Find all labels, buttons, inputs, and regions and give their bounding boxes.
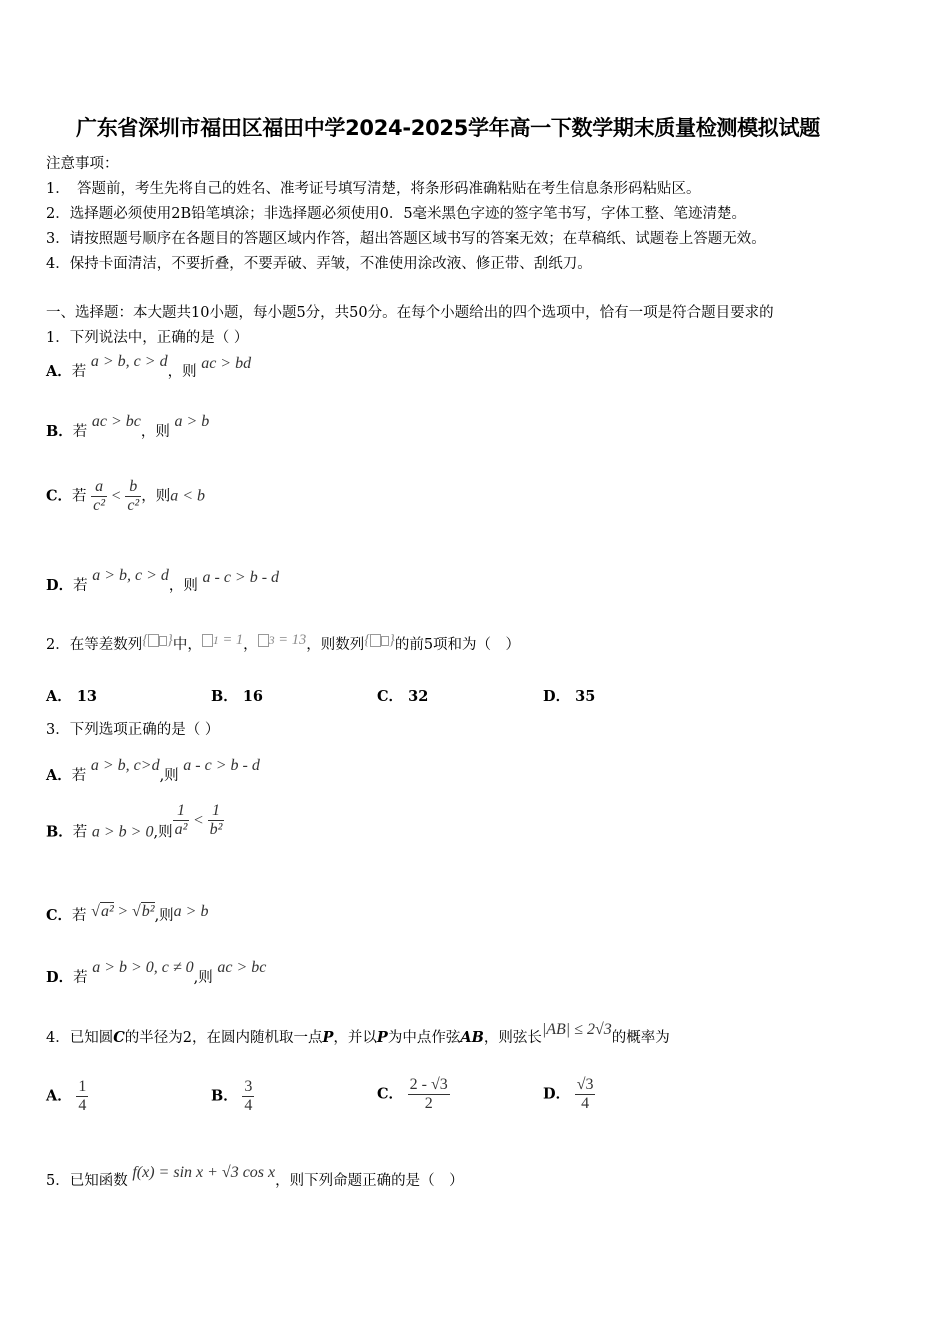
option-text: 若 [72, 424, 88, 440]
option-label: D． [543, 1085, 571, 1103]
q4-option-b [211, 1078, 254, 1115]
question-5-stem [46, 1164, 464, 1190]
question-text: 已知函数 [69, 1173, 128, 1189]
math-condition: a > b > 0 [91, 823, 154, 841]
question-text: 在等差数列 [69, 637, 143, 653]
option-text: 若 [71, 768, 87, 784]
math-sqrt: √a² [91, 903, 114, 920]
question-text: ， [243, 637, 258, 653]
option-label: B． [211, 1087, 238, 1105]
option-label: C． [46, 487, 73, 505]
question-text: ，则数列 [306, 637, 365, 653]
question-text: 中， [172, 637, 202, 653]
option-label: A． [46, 363, 72, 380]
option-label: C． [377, 1085, 404, 1103]
question-2-stem [46, 633, 520, 654]
notice-heading: 注意事项： [46, 156, 119, 172]
math-fraction: $\frac{2 - √3}{2}$ [409, 1076, 448, 1112]
math-fraction: $\frac{b}{\text{c²}}$ [127, 478, 140, 514]
math-symbol: C [113, 1029, 125, 1046]
option-text: 若 [72, 824, 88, 841]
section-heading: 一、选择题：本大题共10小题，每小题5分，共50分。在每个小题给出的四个选项中，恰有一项是符合题目要求的 [46, 305, 774, 321]
math-operator: < [111, 487, 121, 505]
option-text: ,则 [153, 824, 173, 841]
math-operator: < [193, 811, 204, 829]
math-result: a < b [170, 487, 206, 505]
question-text: ，则弦长 [483, 1030, 542, 1046]
math-result: a - c > b - d [183, 757, 260, 774]
question-text: ，则下列命题正确的是（ ） [275, 1173, 464, 1189]
math-fraction: $\frac{1}{\text{a²}}$ [174, 802, 188, 838]
q3-option-b [46, 802, 224, 851]
math-condition: a > b, c>d [90, 757, 160, 774]
option-label: D． [46, 577, 74, 594]
option-text: ，则 [167, 364, 197, 380]
math-result: ac > bd [201, 355, 252, 372]
sequence-placeholder: { } [142, 632, 173, 648]
option-text: ，则 [140, 424, 170, 440]
question-text: 的半径为2，在圆内随机取一点 [124, 1030, 323, 1046]
notice-item-1: 1． 答题前，考生先将自己的姓名、准考证号填写清楚，将条形码准确粘贴在考生信息条形码粘贴区。 [46, 181, 701, 197]
math-result: a > b [173, 903, 209, 920]
math-fraction: $\frac{√3}{4}$ [576, 1076, 594, 1112]
math-symbol: AB [460, 1029, 484, 1046]
q4-option-a [46, 1078, 88, 1115]
q3-option-c [46, 904, 208, 925]
question-number: 2． [46, 637, 70, 653]
math-result: ac > bc [217, 959, 267, 976]
option-label: D． [46, 969, 74, 986]
math-condition: a > b, c > d [92, 567, 169, 584]
q2-option-a: A． 13 [46, 688, 98, 705]
sequence-placeholder: { } [364, 632, 395, 648]
option-label: B． [46, 423, 73, 440]
notice-item-4: 4．保持卡面清洁，不要折叠，不要弄破、弄皱，不准使用涂改液、修正带、刮纸刀。 [46, 256, 592, 272]
math-sqrt: √b² [131, 903, 155, 920]
math-result: a - c > b - d [202, 569, 280, 586]
math-fraction: $\frac{a}{\text{c²}}$ [93, 478, 106, 514]
question-text: 的概率为 [611, 1030, 670, 1046]
q1-option-d [46, 567, 280, 595]
notice-item-3: 3．请按照题号顺序在各题目的答题区域内作答，超出答题区域书写的答案无效；在草稿纸、试题卷上答题无效。 [46, 231, 766, 247]
q1-option-b [46, 413, 210, 441]
question-4-stem [46, 1021, 670, 1047]
option-text: 若 [73, 578, 88, 594]
option-label: A． [46, 1087, 72, 1105]
math-fraction: $\frac{3}{4}$ [244, 1078, 253, 1114]
option-text: 若 [71, 364, 87, 380]
option-text: ，则 [141, 488, 171, 505]
q4-option-c [377, 1076, 450, 1113]
math-fraction: $\frac{1}{\text{b²}}$ [209, 802, 223, 838]
q2-option-b: B． 16 [211, 688, 264, 705]
option-text: 若 [73, 970, 88, 986]
math-condition: ac > bc [91, 413, 141, 430]
q2-option-c: C． 32 [377, 688, 429, 705]
question-text: 的前5项和为（ ） [394, 637, 521, 653]
question-text: 为中点作弦 [387, 1030, 461, 1046]
math-condition: a > b > 0, c ≠ 0 [92, 959, 194, 976]
option-text: ,则 [159, 768, 179, 784]
math-condition: a > b, c > d [90, 353, 168, 370]
math-fraction: $\frac{1}{4}$ [78, 1078, 87, 1114]
q1-option-a [46, 353, 252, 381]
option-text: 若 [72, 488, 87, 505]
math-symbol: P [376, 1029, 388, 1046]
math-function: f(x) = sin x + √3 cos x [132, 1164, 276, 1181]
math-condition: |AB| ≤ 2√3 [541, 1021, 612, 1038]
option-label: C． [46, 907, 73, 924]
math-operator: > [118, 903, 128, 920]
option-text: ,则 [193, 970, 213, 986]
math-result: a > b [174, 413, 210, 430]
q3-option-d [46, 959, 267, 987]
q4-option-d [543, 1076, 595, 1113]
term-a1: 1 = 1 [202, 632, 243, 648]
q1-option-c [46, 478, 205, 515]
option-label: A． [46, 767, 72, 784]
question-1-stem: 1．下列说法中，正确的是（ ） [46, 330, 249, 346]
q2-option-d: D． 35 [543, 688, 596, 705]
option-text: 若 [72, 908, 87, 924]
question-text: 已知圆 [69, 1030, 114, 1046]
q3-option-a [46, 757, 260, 785]
math-symbol: P [322, 1029, 334, 1046]
question-number: 4． [46, 1030, 70, 1046]
question-3-stem: 3．下列选项正确的是（ ） [46, 722, 220, 738]
option-text: ，则 [168, 578, 198, 594]
question-number: 5． [46, 1173, 70, 1189]
page-title: 广东省深圳市福田区福田中学2024-2025学年高一下数学期末质量检测模拟试题 [76, 116, 820, 140]
option-text: ,则 [154, 908, 174, 924]
option-label: B． [46, 823, 73, 841]
term-a3: 3 = 13 [258, 632, 307, 648]
question-text: ，并以 [333, 1030, 377, 1046]
notice-item-2: 2．选择题必须使用2B铅笔填涂；非选择题必须使用0．5毫米黑色字迹的签字笔书写，字体工整、笔迹清楚。 [46, 206, 747, 222]
